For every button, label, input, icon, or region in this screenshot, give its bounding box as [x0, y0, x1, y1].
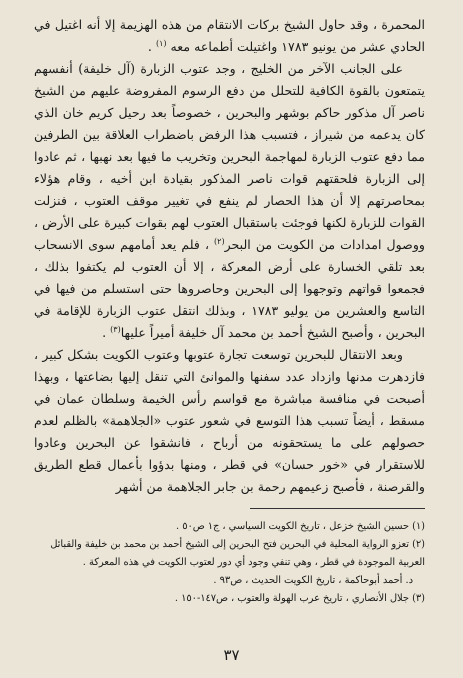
footnote-2: (٢) تعزو الرواية المحلية في البحرين فتح البحرين إلى الشيخ أحمد بن محمد بن خليفة والقبائل العربية الموجودة في قطر ، وهي تنفي وجود أي دور لعتوب الكويت في هذه المعركة . [50, 539, 425, 568]
footnote-ref-3: (٣) [110, 324, 121, 334]
page-number: ٣٧ [223, 646, 240, 664]
footnotes [34, 518, 425, 608]
footnote-3: (٣) جلال الأنصاري ، تاريخ عرب الهولة والعتوب ، ص١٤٧-١٥٠ . [174, 593, 425, 604]
main-text [34, 14, 425, 498]
paragraph-2: على الجانب الآخر من الخليج ، وجد عتوب الزبارة (آل خليفة) أنفسهم يتمتعون بالقوة الكافية للتحلل من دفع الرسوم المفروضة عليهم من الشيخ ناصر آل مذكور حاكم بوشهر والبحرين ، خصوصاً بعد رحيل كريم خان الذي كان يدعمه من شيراز ، فتسبب هذا الرفض باضطراب العلاقة بين الطرفين مما دفع عتوب الزبارة لمهاجمة البحرين وتخريب ما فيها بعد نهبها ، ثم عادوا إلى الزبارة فلحقتهم قوات ناصر المذكور بقيادة ابن أخيه ، وقام هؤلاء بمحاصرتهم إلا أن هذا الحصار لم ينفع في تغيير موقف العتوب ، فنزلت القوات للزبارة لكنها فوجئت باستقبال العتوب لهم بقوات كبيرة على الأرض ، ووصول امدادات من الكويت من البحر$^{(٢)}$ ، فلم يعد أمامهم سوى الانسحاب بعد تلقي الخسارة على أرض المعركة ، إلا أن العتوب لم يكتفوا بذلك ، فجمعوا قواتهم وتوجهوا إلى البحرين وحاصروها حتى استسلم من فيها في التاسع والعشرين من يوليو ١٧٨٣ ، وبذلك انتقل عتوب الزبارة للإقامة في البحرين ، وأصبح الشيخ أحمد بن محمد آل خليفة أميراً عليها$^{(٣)}$ . [34, 61, 426, 340]
paragraph-1: المحمرة ، وقد حاول الشيخ بركات الانتقام من هذه الهزيمة إلا أنه اغتيل في الحادي عشر من يونيو ١٧٨٣ واغتيلت أطماعه معه $^{(١)}$ . [34, 17, 425, 54]
footnote-ref-1: (١) [155, 38, 167, 48]
footnote-separator [250, 508, 425, 509]
footnote-1: (١) حسين الشيخ خزعل ، تاريخ الكويت السياسي ، ج١ ص٥٠ . [175, 521, 425, 532]
paragraph-3: وبعد الانتقال للبحرين توسعت تجارة عتوبها وعتوب الكويت بشكل كبير ، فازدهرت مدنها وازداد عدد سفنها والموانئ التي تنقل إليها بضاعتها ، وبهذا أصبحت في منافسة مباشرة مع قواسم رأس الخيمة وسلطان عمان في مسقط ، أيضاً تسبب هذا التوسع في شعور عتوب «الجلاهمة» بالظلم لعدم حصولهم على ما يستحقونه من أرباح ، فانشقوا عن البحرين وعادوا للاستقرار في «خور حسان» في قطر ، ومنها بدؤوا بأعمال قطع الطريق والقرصنة ، فأصبح زعيمهم رحمة بن جابر الجلاهمة من أشهر [34, 347, 425, 494]
footnote-2-source: د. أحمد أبوحاكمة ، تاريخ الكويت الحديث ، ص٩٣ . [213, 575, 413, 586]
footnote-ref-2: (٢) [214, 236, 225, 246]
